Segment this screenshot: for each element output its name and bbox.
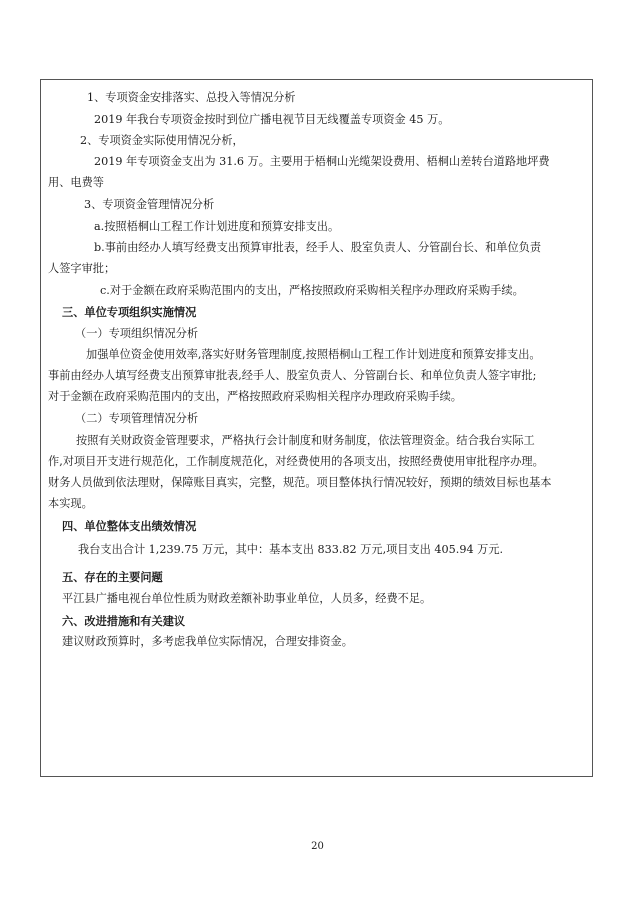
subheading-1: 1、专项资金安排落实、总投入等情况分析 [87,91,296,104]
paragraph-line: 对于金额在政府采购范围内的支出，严格按照政府采购相关程序办理政府采购手续。 [48,390,462,403]
paragraph-line: 我台支出合计 1,239.75 万元，其中：基本支出 833.82 万元,项目支出 405.94 万元. [78,543,504,556]
paragraph-line: 建议财政预算时，多考虑我单位实际情况，合理安排资金。 [62,635,353,648]
list-item-b: b.事前由经办人填写经费支出预算审批表，经手人、股室负责人、分管副台长、和单位负责 [94,241,542,254]
paragraph-line: 平江县广播电视台单位性质为财政差额补助事业单位，人员多，经费不足。 [62,592,432,605]
content-frame [40,79,593,777]
paragraph-line: 2019 年我台专项资金按时到位广播电视节目无线覆盖专项资金 45 万。 [94,113,450,126]
section-heading-5: 五、存在的主要问题 [62,570,163,584]
paragraph-line: 按照有关财政资金管理要求，严格执行会计制度和财务制度，依法管理资金。结合我台实际工 [76,434,535,447]
section-heading-3: 三、单位专项组织实施情况 [62,305,197,319]
paragraph-line: 用、电费等 [48,176,104,189]
paragraph-line: 加强单位资金使用效率,落实好财务管理制度,按照梧桐山工程工作计划进度和预算安排支出。 [86,348,541,361]
subheading-2: 2、专项资金实际使用情况分析， [80,134,244,147]
page-number: 20 [311,841,324,852]
paragraph-line: 2019 年专项资金支出为 31.6 万。主要用于梧桐山光缆架设费用、梧桐山差转台道路地坪费 [94,155,550,168]
paragraph-line: 财务人员做到依法理财，保障账目真实，完整，规范。项目整体执行情况较好，预期的绩效目标也基本 [48,476,552,489]
paragraph-line: 事前由经办人填写经费支出预算审批表,经手人、股室负责人、分管副台长、和单位负责人签字审批; [48,369,537,382]
subsection-heading-1: （一）专项组织情况分析 [75,327,199,340]
paragraph-line: 本实现。 [48,497,93,510]
section-heading-4: 四、单位整体支出绩效情况 [62,519,197,533]
paragraph-line: 人签字审批； [48,262,116,275]
list-item-c: c.对于金额在政府采购范围内的支出，严格按照政府采购相关程序办理政府采购手续。 [100,284,524,297]
subheading-3: 3、专项资金管理情况分析 [84,198,215,211]
paragraph-line: 作,对项目开支进行规范化，工作制度规范化，对经费使用的各项支出，按照经费使用审批程序办理。 [48,455,544,468]
section-heading-6: 六、改进措施和有关建议 [62,614,186,628]
subsection-heading-2: （二）专项管理情况分析 [75,412,199,425]
list-item-a: a.按照梧桐山工程工作计划进度和预算安排支出。 [94,220,340,233]
